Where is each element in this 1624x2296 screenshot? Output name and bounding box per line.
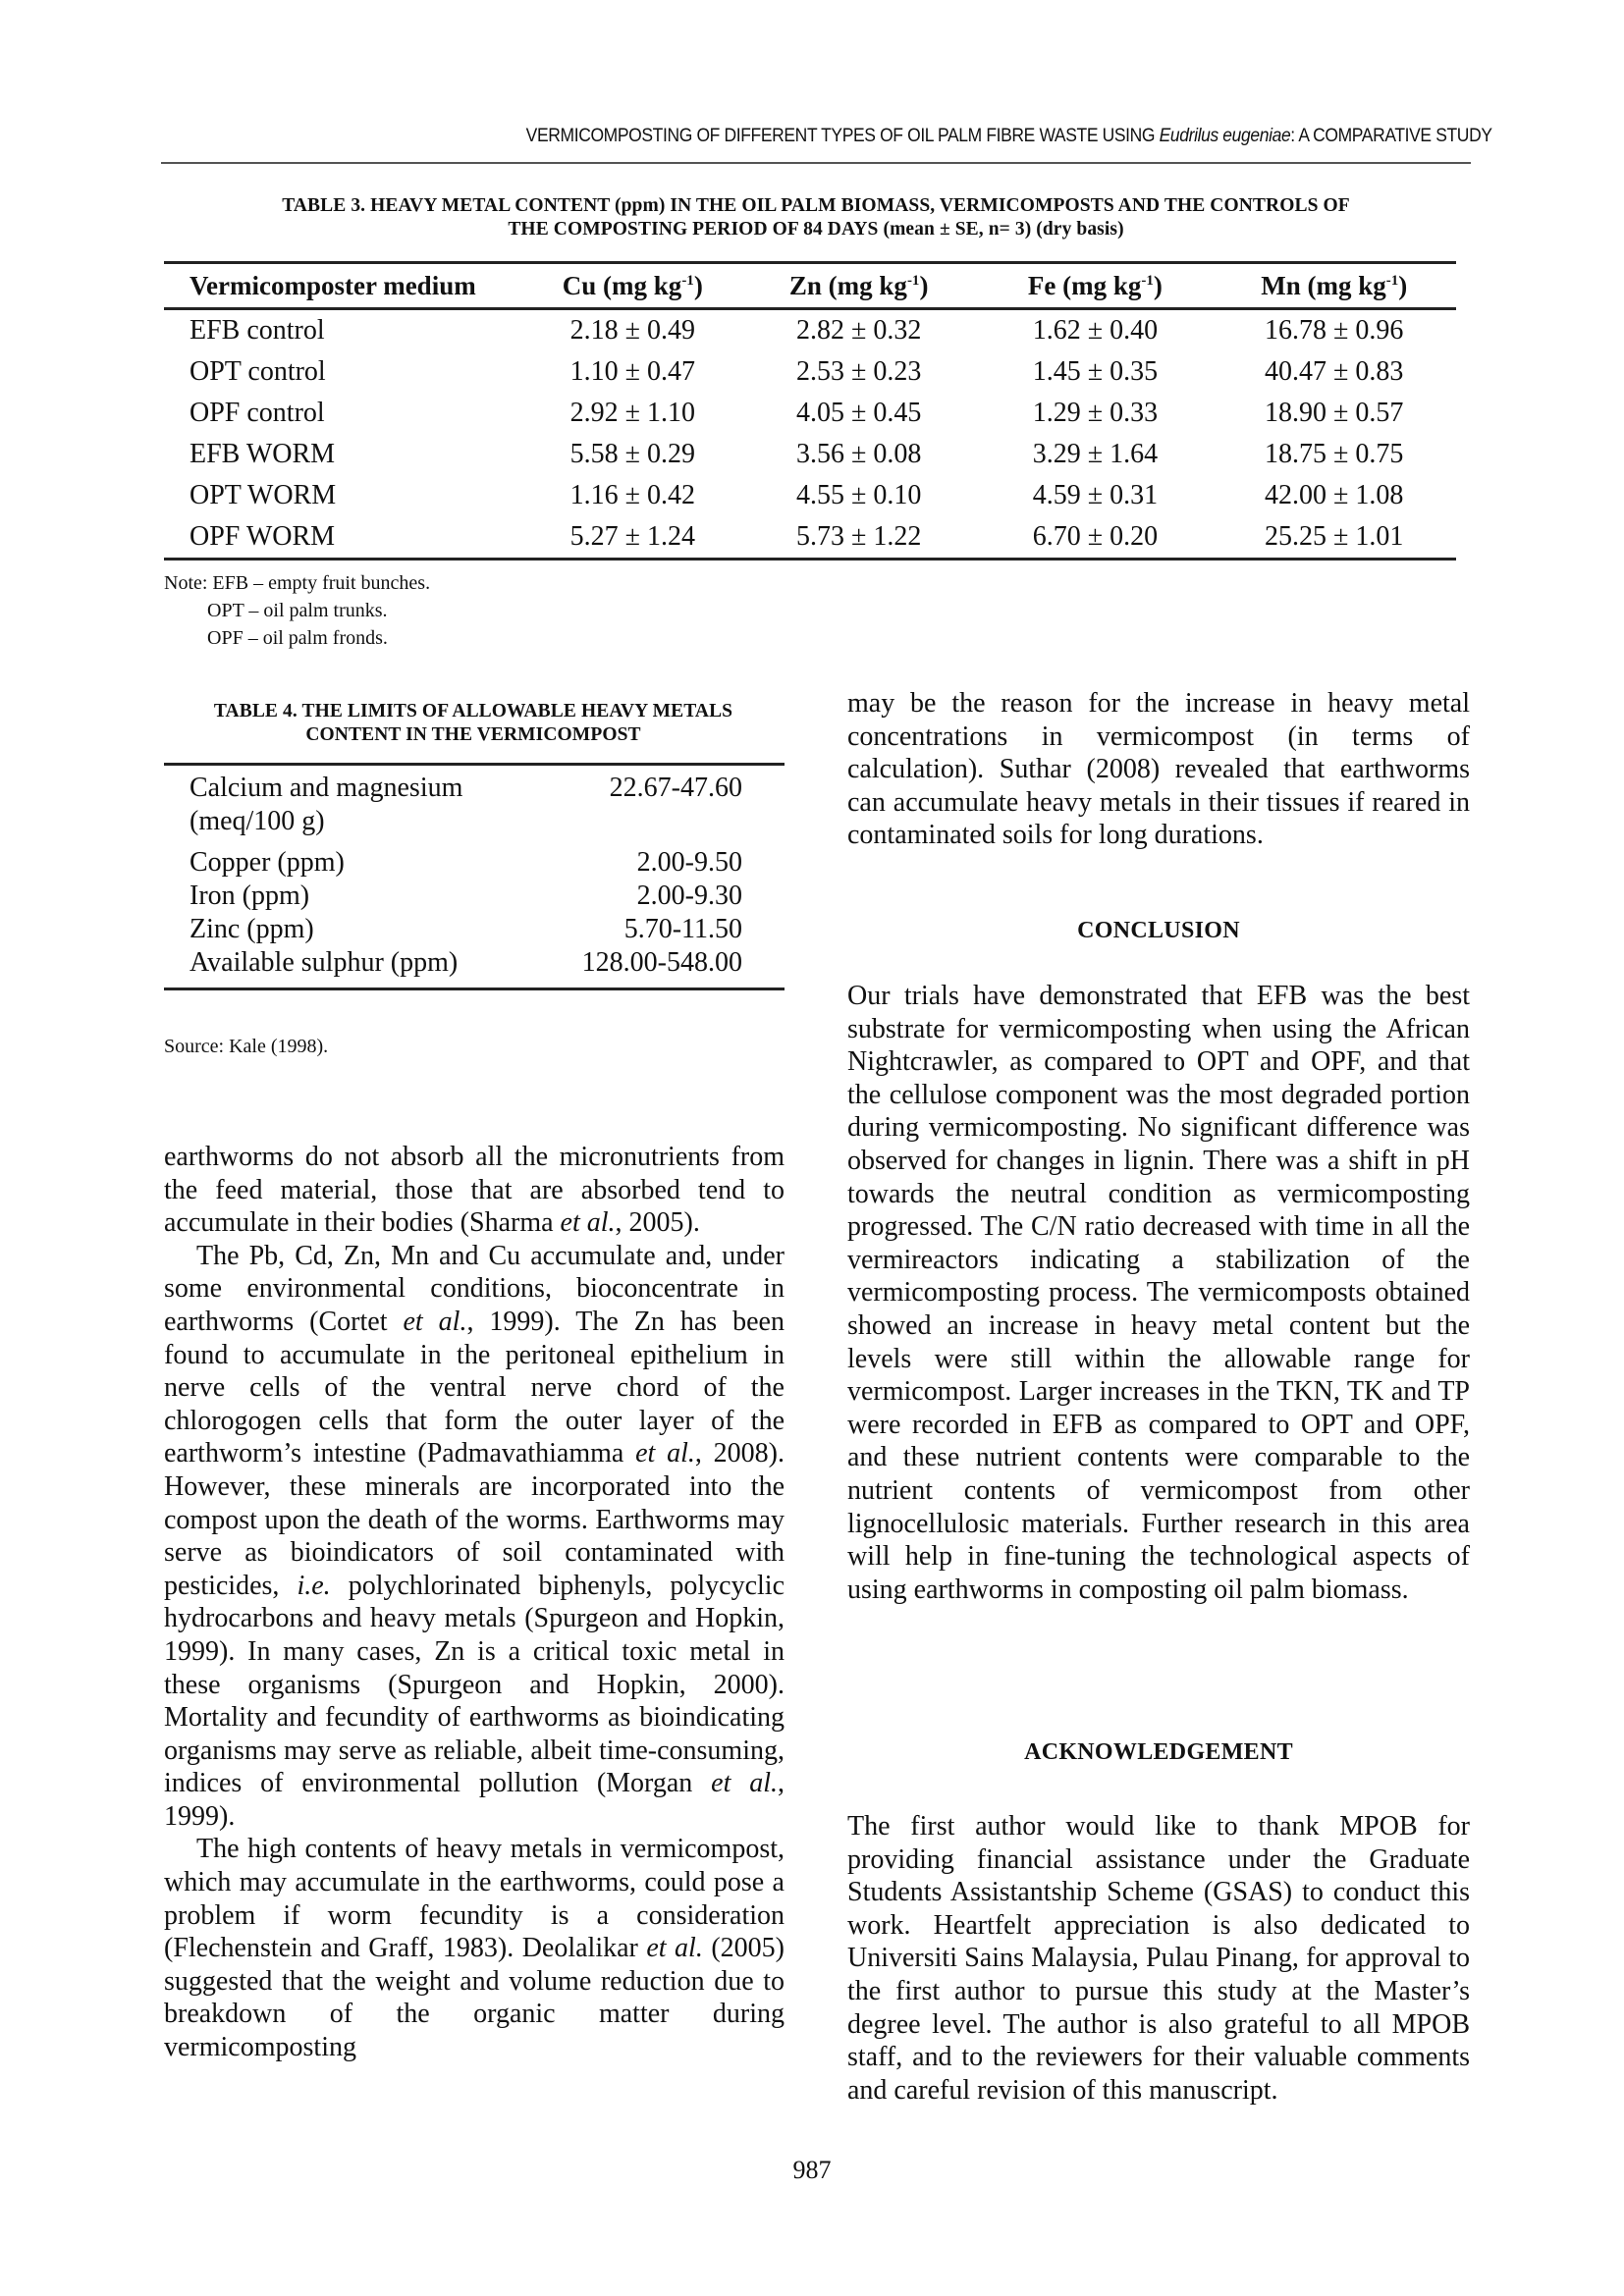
acknowledgement-body <box>847 1810 1470 2107</box>
table4-source: Source: Kale (1998). <box>164 1036 329 1057</box>
paragraph: The Pb, Cd, Zn, Mn and Cu accumulate and, under some environmental conditions, bioconcentrate in earthworms (Cortet et al., 1999). The Zn has been found to accumulate in the peritoneal epithelium in nerve cells of the ventral nerve chord of the chlorogogen cells that form the outer layer of the earthworm’s intestine (Padmavathiamma et al., 2008). However, these minerals are incorporated into the compost upon the death of the worms. Earthworms may serve as bioindicators of soil contaminated with pesticides, i.e. polychlorinated biphenyls, polycyclic hydrocarbons and heavy metals (Spurgeon and Hopkin, 1999). In many cases, Zn is a critical toxic metal in these organisms (Spurgeon and Hopkin, 2000). Mortality and fecundity of earthworms as bioindicating organisms may serve as reliable, albeit time-consuming, indices of environmental pollution (Morgan et al., 1999). <box>164 1240 785 1832</box>
table-cell: 4.55 ± 0.10 <box>795 480 922 510</box>
table-cell: 2.00-9.30 <box>636 881 742 911</box>
table-row <box>164 434 1456 475</box>
table3-header-zn: Zn (mg $kg^{-1}$) <box>788 270 929 300</box>
table-row <box>164 309 1456 352</box>
table-cell: 42.00 ± 1.08 <box>1265 480 1404 510</box>
table3-note: Note: EFB – empty fruit bunches. <box>164 572 431 594</box>
table-cell: Iron (ppm) <box>189 881 310 911</box>
table-cell: OPF WORM <box>189 521 336 552</box>
running-header-suffix: : A COMPARATIVE STUDY <box>1290 126 1492 146</box>
table-cell: 1.16 ± 0.42 <box>569 480 695 510</box>
table-cell: 1.45 ± 0.35 <box>1032 356 1159 387</box>
header-rule <box>161 162 1471 164</box>
table3-caption-line1: TABLE 3. HEAVY METAL CONTENT (ppm) IN THE OIL PALM BIOMASS, VERMICOMPOSTS AND THE CONTROLS OF <box>282 195 1350 216</box>
table-cell: 2.00-9.50 <box>636 847 742 878</box>
table3-notes <box>164 569 430 652</box>
table-cell: 1.62 ± 0.40 <box>1032 315 1159 346</box>
conclusion-body <box>847 980 1470 1606</box>
paragraph: earthworms do not absorb all the micronutrients from the feed material, those that are absorbed tend to accumulate in their bodies (Sharma et al., 2005). <box>164 1142 785 1239</box>
running-header-prefix: VERMICOMPOSTING OF DIFFERENT TYPES OF OIL PALM FIBRE WASTE USING <box>525 126 1160 146</box>
right-column-continuation <box>847 687 1470 852</box>
table-cell: Zinc (ppm) <box>189 914 314 944</box>
paragraph: The high contents of heavy metals in vermicompost, which may accumulate in the earthworms, could pose a problem if worm fecundity is a consideration (Flechenstein and Graff, 1983). Deolalikar et al. (2005) suggested that the weight and volume reduction due to breakdown of the organic matter during vermicomposting <box>164 1834 785 2063</box>
running-header <box>525 126 1492 147</box>
table-cell: 5.27 ± 1.24 <box>569 521 695 552</box>
page-number: 987 <box>792 2156 832 2184</box>
table-cell: 2.53 ± 0.23 <box>795 356 922 387</box>
table-cell: Available sulphur (ppm) <box>189 947 459 978</box>
table-cell: 4.05 ± 0.45 <box>795 398 922 428</box>
table-cell: 4.59 ± 0.31 <box>1032 480 1159 510</box>
table-cell: 5.73 ± 1.22 <box>795 521 922 552</box>
table-cell: 128.00-548.00 <box>581 947 742 978</box>
section-heading-acknowledgement: ACKNOWLEDGEMENT <box>1024 1739 1293 1765</box>
table4-caption-line1: TABLE 4. THE LIMITS OF ALLOWABLE HEAVY METALS <box>213 701 733 721</box>
table-cell: OPT control <box>189 356 326 387</box>
table3-header-fe: Fe (mg $kg^{-1}$) <box>1027 270 1163 300</box>
table-cell: 2.82 ± 0.32 <box>795 315 922 346</box>
table-cell: 16.78 ± 0.96 <box>1265 315 1404 346</box>
table-cell: EFB control <box>189 315 325 346</box>
table-row <box>164 475 1456 516</box>
table-cell: 5.58 ± 0.29 <box>569 439 695 469</box>
left-column-body <box>164 1141 785 2064</box>
table-cell: EFB WORM <box>189 439 336 469</box>
table-row <box>164 946 785 989</box>
table3-header-medium: Vermicomposter medium <box>189 270 476 300</box>
table-cell: 1.29 ± 0.33 <box>1032 398 1159 428</box>
table-cell: 18.90 ± 0.57 <box>1265 398 1404 428</box>
table-cell: 2.92 ± 1.10 <box>569 398 695 428</box>
table3-header-mn: Mn (mg $kg^{-1}$) <box>1261 270 1408 300</box>
table-row <box>164 846 785 880</box>
table-cell: 22.67-47.60 <box>609 773 742 803</box>
table3-note: OPT – oil palm trunks. <box>207 600 388 621</box>
table4 <box>164 763 785 990</box>
table-row <box>164 516 1456 560</box>
table-cell: 18.75 ± 0.75 <box>1265 439 1404 469</box>
table-row <box>164 880 785 913</box>
table-cell: 25.25 ± 1.01 <box>1265 521 1404 552</box>
table-cell: 3.29 ± 1.64 <box>1032 439 1159 469</box>
table-cell: OPT WORM <box>189 480 337 510</box>
paragraph: may be the reason for the increase in heavy metal concentrations in vermicompost (in terms of calculation). Suthar (2008) revealed that earthworms can accumulate heavy metals in their tissues if reared in contaminated soils for long durations. <box>847 688 1470 851</box>
paragraph: Our trials have demonstrated that EFB was the best substrate for vermicomposting when using the African Nightcrawler, as compared to OPT and OPF, and that the cellulose component was the most degraded portion during vermicomposting. No significant difference was observed for changes in lignin. There was a shift in pH towards the neutral condition as vermicomposting progressed. The C/N ratio decreased with time in all the vermireactors indicating a stabilization of the vermicomposting process. The vermicomposts obtained showed an increase in heavy metal content but the levels were still within the allowable range for vermicompost. Larger increases in the TKN, TK and TP were recorded in EFB as compared to OPT and OPF, and these nutrient contents were comparable to the nutrient contents of vermicompost from other lignocellulosic materials. Further research in this area will help in fine-tuning the technological aspects of using earthworms in composting oil palm biomass. <box>847 981 1470 1605</box>
running-header-species: Eudrilus eugeniae <box>1159 126 1291 146</box>
table3-caption <box>161 194 1471 241</box>
paragraph: The first author would like to thank MPOB for providing financial assistance under the Graduate Students Assistantship Scheme (GSAS) to conduct this work. Heartfelt appreciation is also dedicated to Universiti Sains Malaysia, Pulau Pinang, for approval to the first author to pursue this study at the Master’s degree level. The author is also grateful to all MPOB staff, and to the reviewers for their valuable comments and careful revision of this manuscript. <box>847 1811 1470 2106</box>
table-cell: 3.56 ± 0.08 <box>795 439 922 469</box>
table-cell: 6.70 ± 0.20 <box>1032 521 1159 552</box>
section-heading-conclusion: CONCLUSION <box>1077 918 1240 943</box>
table-row <box>164 913 785 946</box>
table-cell: 1.10 ± 0.47 <box>569 356 695 387</box>
table-cell: Calcium and magnesium (meq/100 g) <box>189 773 463 836</box>
table3-caption-line2: THE COMPOSTING PERIOD OF 84 DAYS (mean ± SE, n= 3) (dry basis) <box>508 219 1124 240</box>
table3-header-cu: Cu (mg $kg^{-1}$) <box>562 270 703 300</box>
table3-note: OPF – oil palm fronds. <box>207 627 388 649</box>
table4-caption-line2: CONTENT IN THE VERMICOMPOST <box>305 724 641 745</box>
table-cell: 40.47 ± 0.83 <box>1265 356 1404 387</box>
table-cell: 5.70-11.50 <box>623 914 742 944</box>
table3 <box>164 261 1456 561</box>
table-cell: OPF control <box>189 398 325 428</box>
table-cell: Copper (ppm) <box>189 847 345 878</box>
table3-header-row <box>164 263 1456 309</box>
table-row <box>164 351 1456 393</box>
table-cell: 2.18 ± 0.49 <box>569 315 695 346</box>
table-row <box>164 393 1456 434</box>
table4-caption <box>161 700 785 747</box>
table-row <box>164 765 785 847</box>
